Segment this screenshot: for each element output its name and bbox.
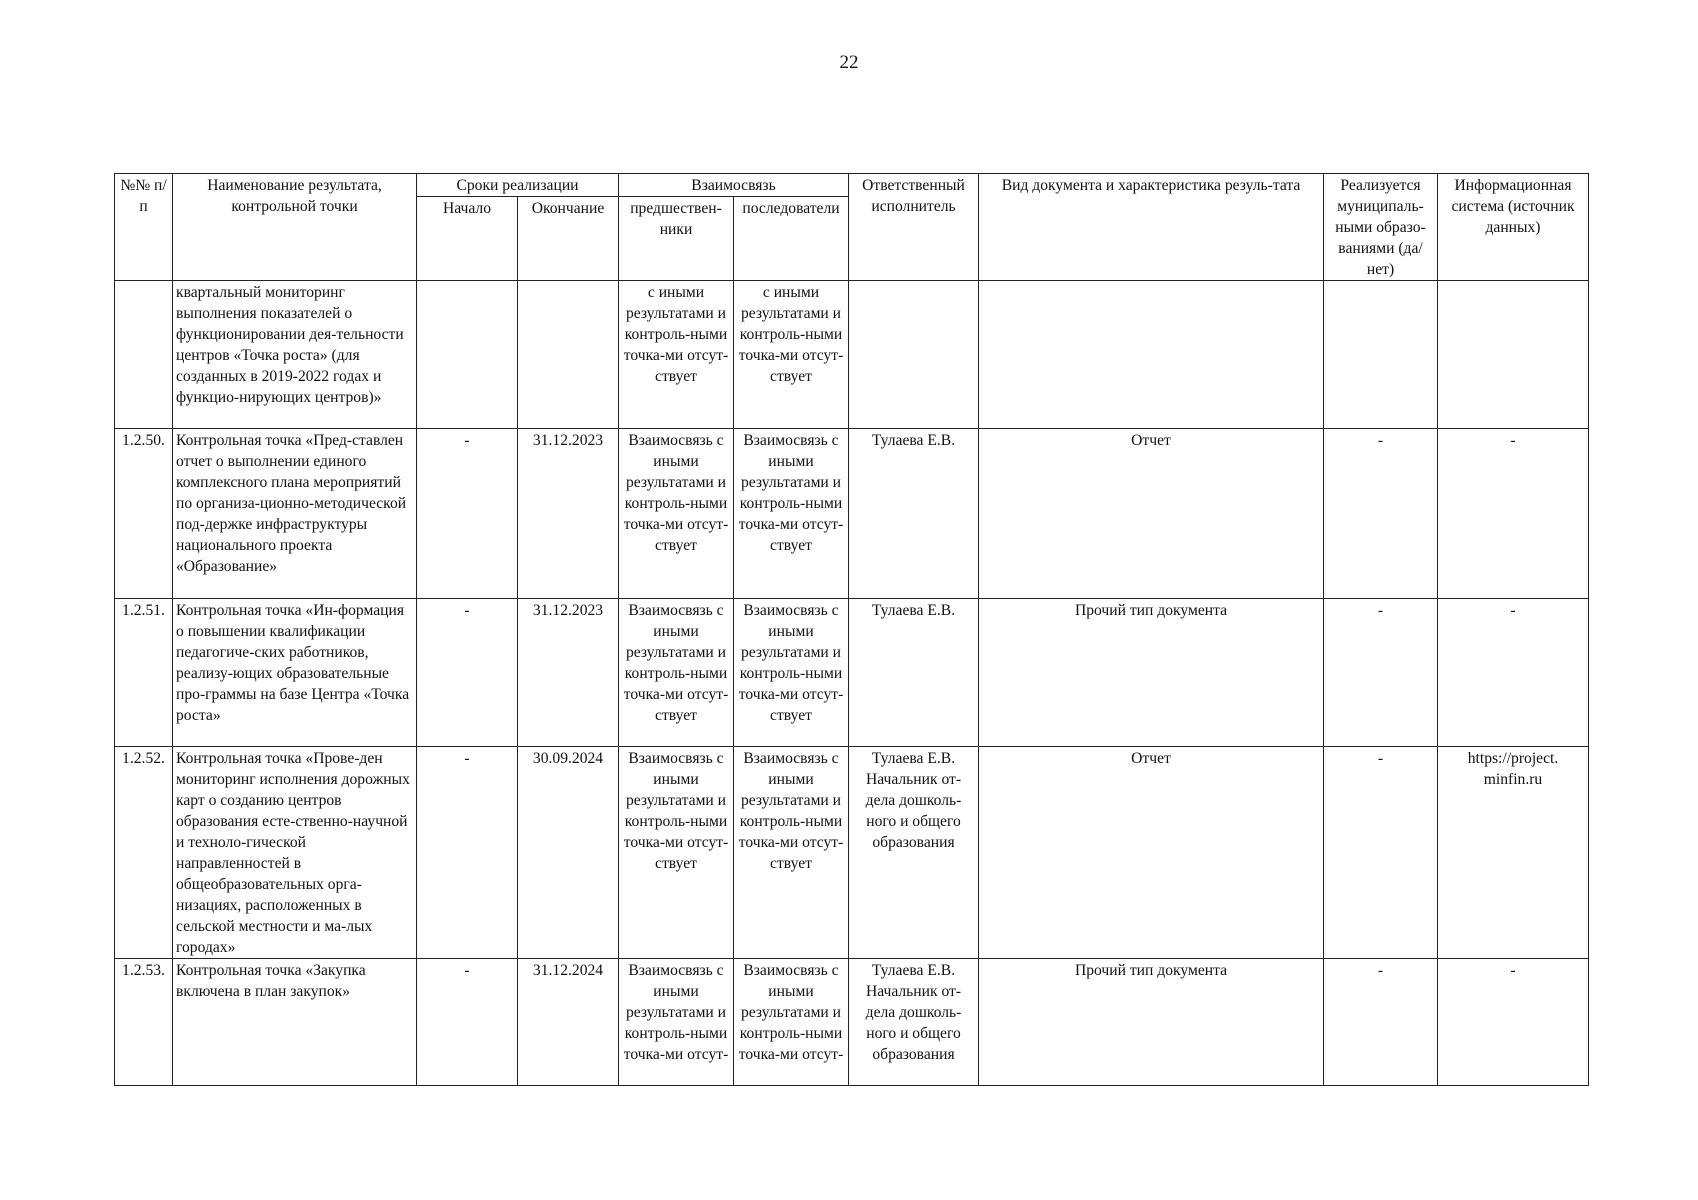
header-info-system: Информационная система (источник данных) (1438, 174, 1589, 281)
row-successors: Взаимосвязь с иными результатами и контроль-ными точка-ми отсут- (734, 959, 849, 1086)
row-successors: с иными результатами и контроль-ными точка-ми отсут-ствует (734, 281, 849, 429)
row-municipal: - (1324, 747, 1438, 959)
table-row (115, 747, 1589, 959)
row-doc-type: Отчет (979, 429, 1324, 599)
header-responsible: Ответственный исполнитель (849, 174, 979, 281)
table-row (115, 429, 1589, 599)
row-info-system: - (1438, 429, 1589, 599)
table-row (115, 959, 1589, 1086)
row-info-system: - (1438, 959, 1589, 1086)
header-terms: Сроки реализации (417, 174, 619, 197)
row-start: - (417, 599, 518, 747)
header-start: Начало (417, 197, 518, 281)
table-header (115, 174, 1589, 281)
row-end: 30.09.2024 (518, 747, 619, 959)
row-info-system: https://project. minfin.ru (1438, 747, 1589, 959)
header-num: №№ п/п (115, 174, 173, 281)
row-predecessors: Взаимосвязь с иными результатами и контроль-ными точка-ми отсут- (619, 959, 734, 1086)
row-successors: Взаимосвязь с иными результатами и контроль-ными точка-ми отсут-ствует (734, 599, 849, 747)
header-successors: последователи (734, 197, 849, 281)
row-municipal (1324, 281, 1438, 429)
row-predecessors: Взаимосвязь с иными результатами и контроль-ными точка-ми отсут-ствует (619, 599, 734, 747)
header-end: Окончание (518, 197, 619, 281)
row-end (518, 281, 619, 429)
table-row (115, 599, 1589, 747)
row-info-system (1438, 281, 1589, 429)
row-predecessors: Взаимосвязь с иными результатами и контроль-ными точка-ми отсут-ствует (619, 429, 734, 599)
row-start: - (417, 959, 518, 1086)
row-municipal: - (1324, 429, 1438, 599)
row-predecessors: Взаимосвязь с иными результатами и контроль-ными точка-ми отсут-ствует (619, 747, 734, 959)
row-name: квартальный мониторинг выполнения показателей о функционировании дея-тельности центров «Точка роста» (для созданных в 2019-2022 годах и функцио-нирующих центров)» (173, 281, 417, 429)
row-responsible (849, 281, 979, 429)
row-end: 31.12.2023 (518, 429, 619, 599)
row-number: 1.2.51. (115, 599, 173, 747)
row-responsible: Тулаева Е.В. Начальник от-дела дошколь-ного и общего образования (849, 747, 979, 959)
row-name: Контрольная точка «Ин-формация о повышении квалификации педагогиче-ских работников, реализу-ющих образовательные про-граммы на базе Центра «Точка роста» (173, 599, 417, 747)
header-doc-type: Вид документа и характеристика резуль-тата (979, 174, 1324, 281)
table-row (115, 281, 1589, 429)
header-relation: Взаимосвязь (619, 174, 849, 197)
row-number: 1.2.53. (115, 959, 173, 1086)
row-responsible: Тулаева Е.В. (849, 599, 979, 747)
header-municipal: Реализуется муниципаль-ными образо-ваниями (да/нет) (1324, 174, 1438, 281)
row-responsible: Тулаева Е.В. (849, 429, 979, 599)
row-municipal: - (1324, 599, 1438, 747)
row-name: Контрольная точка «Закупка включена в план закупок» (173, 959, 417, 1086)
row-name: Контрольная точка «Прове-ден мониторинг исполнения дорожных карт о созданию центров образования есте-ственно-научной и техноло-гической направленностей в общеобразовательных орга-низациях, расположенных в сельской местности и ма-лых городах» (173, 747, 417, 959)
header-predecessors: предшествен-ники (619, 197, 734, 281)
row-doc-type: Прочий тип документа (979, 599, 1324, 747)
row-start (417, 281, 518, 429)
row-doc-type: Отчет (979, 747, 1324, 959)
row-start: - (417, 429, 518, 599)
row-municipal: - (1324, 959, 1438, 1086)
row-number: 1.2.50. (115, 429, 173, 599)
row-predecessors: с иными результатами и контроль-ными точка-ми отсут-ствует (619, 281, 734, 429)
row-successors: Взаимосвязь с иными результатами и контроль-ными точка-ми отсут-ствует (734, 429, 849, 599)
row-number: 1.2.52. (115, 747, 173, 959)
row-name: Контрольная точка «Пред-ставлен отчет о выполнении единого комплексного плана мероприятий по организа-ционно-методической под-держке инфраструктуры национального проекта «Образование» (173, 429, 417, 599)
row-doc-type: Прочий тип документа (979, 959, 1324, 1086)
page-number: 22 (839, 52, 859, 73)
results-table (114, 173, 1589, 1086)
header-name: Наименование результата, контрольной точки (173, 174, 417, 281)
row-number (115, 281, 173, 429)
row-end: 31.12.2024 (518, 959, 619, 1086)
row-successors: Взаимосвязь с иными результатами и контроль-ными точка-ми отсут-ствует (734, 747, 849, 959)
row-doc-type (979, 281, 1324, 429)
row-start: - (417, 747, 518, 959)
row-responsible: Тулаева Е.В. Начальник от-дела дошколь-ного и общего образования (849, 959, 979, 1086)
row-info-system: - (1438, 599, 1589, 747)
row-end: 31.12.2023 (518, 599, 619, 747)
